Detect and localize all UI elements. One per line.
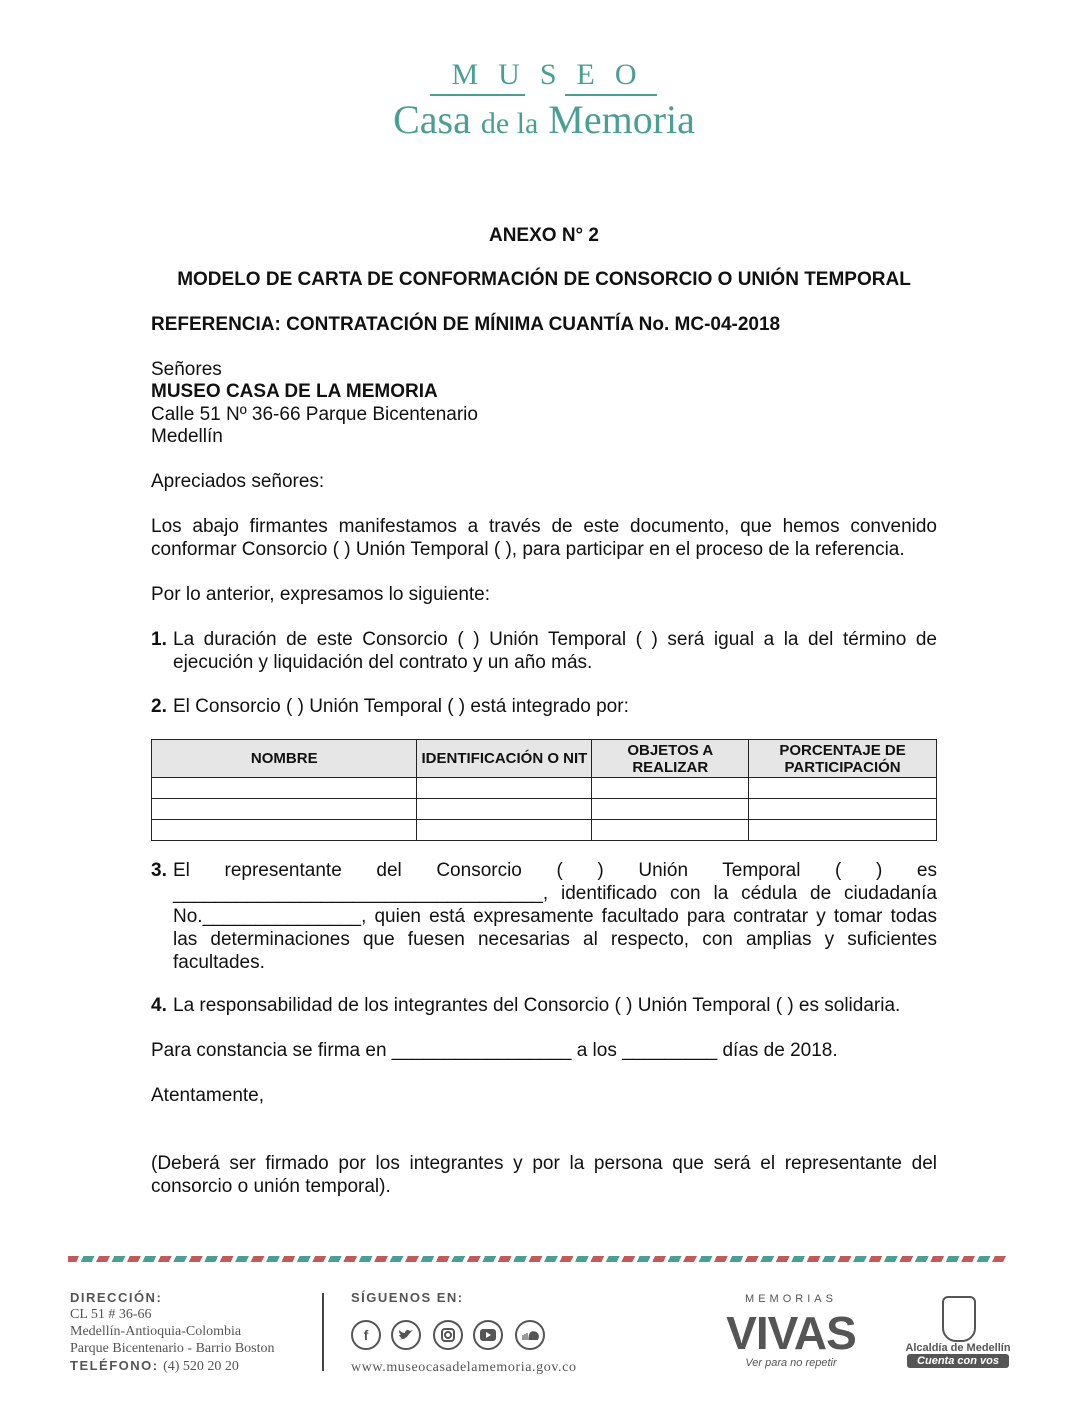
- footer-address-line-3: Parque Bicentenario - Barrio Boston: [70, 1341, 275, 1356]
- footer-phone-label: TELÉFONO:: [70, 1358, 159, 1373]
- logo-main-text: [0, 96, 1088, 143]
- table-cell: [152, 820, 417, 841]
- table-cell: [749, 799, 937, 820]
- lead-paragraph: Por lo anterior, expresamos lo siguiente:: [151, 584, 491, 605]
- table-cell: [749, 820, 937, 841]
- column-header-nombre: NOMBRE: [152, 740, 417, 778]
- item-2-number: 2.: [151, 696, 167, 717]
- farewell: Atentamente,: [151, 1085, 265, 1106]
- soundcloud-icon[interactable]: [515, 1320, 545, 1350]
- logo-word-casa: Casa: [393, 97, 471, 142]
- table-cell: [417, 799, 592, 820]
- table-row: [152, 778, 937, 799]
- logo-word-dela: de la: [480, 107, 539, 140]
- item-3-text: El representante del Consorcio ( ) Unión Temporal ( ) es ___________________________________, identificado con la cédula de ciudadanía No._______________, quien está expresamente facultado para contratar y tomar todas las determinaciones que fuesen necesarias al respecto, con amplias y suficientes facultades.: [173, 860, 937, 973]
- column-header-objetos: OBJETOS A REALIZAR: [592, 740, 749, 778]
- footer-address-line-2: Medellín-Antioquia-Colombia: [70, 1324, 242, 1339]
- table-row: [152, 820, 937, 841]
- item-2-text: El Consorcio ( ) Unión Temporal ( ) está integrado por:: [173, 696, 629, 717]
- table-header-row: [152, 740, 937, 778]
- item-3-number: 3.: [151, 860, 167, 881]
- item-1-number: 1.: [151, 629, 167, 650]
- column-header-identificacion: IDENTIFICACIÓN O NIT: [417, 740, 592, 778]
- memorias-vivas-top: MEMORIAS: [745, 1293, 837, 1305]
- table-cell: [417, 820, 592, 841]
- footer-stripe-divider: [68, 1256, 1008, 1262]
- column-header-porcentaje: PORCENTAJE DE PARTICIPACIÓN: [749, 740, 937, 778]
- annex-title: ANEXO N° 2: [488, 225, 599, 246]
- twitter-icon[interactable]: [391, 1320, 421, 1350]
- alcaldia-name: Alcaldía de Medellín: [905, 1342, 1011, 1354]
- consortium-members-table: [151, 739, 937, 841]
- alcaldia-tagline: Cuenta con vos: [907, 1354, 1009, 1368]
- item-4-number: 4.: [151, 995, 167, 1016]
- footer-address-line-1: CL 51 # 36-66: [70, 1307, 152, 1322]
- footer-phone: [70, 1357, 239, 1375]
- alcaldia-shield-icon: [942, 1296, 976, 1342]
- reference-line: REFERENCIA: CONTRATACIÓN DE MÍNIMA CUANTÍA No. MC-04-2018: [151, 314, 781, 335]
- item-4-text: La responsabilidad de los integrantes del Consorcio ( ) Unión Temporal ( ) es solidaria.: [173, 995, 901, 1016]
- table-cell: [152, 778, 417, 799]
- youtube-icon[interactable]: [473, 1320, 503, 1350]
- addressee-city: Medellín: [151, 426, 223, 447]
- table-cell: [592, 799, 749, 820]
- signature-place-line: Para constancia se firma en _________________ a los _________ días de 2018.: [151, 1040, 838, 1061]
- footer-vertical-divider: [322, 1293, 324, 1371]
- table-row: [152, 799, 937, 820]
- instagram-icon[interactable]: [433, 1320, 463, 1350]
- salutation: Señores: [151, 359, 222, 380]
- addressee-name: MUSEO CASA DE LA MEMORIA: [151, 381, 438, 402]
- table-cell: [417, 778, 592, 799]
- footer-follow-label: SÍGUENOS EN:: [351, 1290, 464, 1305]
- logo-word-memoria: Memoria: [548, 97, 695, 142]
- table-cell: [592, 820, 749, 841]
- footer-website-link[interactable]: www.museocasadelamemoria.gov.co: [351, 1360, 577, 1375]
- memorias-vivas-logo: VIVAS: [726, 1307, 856, 1359]
- document-title: MODELO DE CARTA DE CONFORMACIÓN DE CONSORCIO O UNIÓN TEMPORAL: [177, 269, 911, 290]
- addressee-address: Calle 51 Nº 36-66 Parque Bicentenario: [151, 404, 478, 425]
- table-cell: [592, 778, 749, 799]
- facebook-icon[interactable]: f: [351, 1320, 381, 1350]
- table-cell: [749, 778, 937, 799]
- logo-museo-text: MUSEO: [451, 58, 657, 91]
- greeting: Apreciados señores:: [151, 471, 325, 492]
- memorias-vivas-tagline: Ver para no repetir: [745, 1357, 837, 1369]
- footer-phone-number: (4) 520 20 20: [163, 1359, 239, 1374]
- table-cell: [152, 799, 417, 820]
- signature-note: (Deberá ser firmado por los integrantes y por la persona que será el representante del consorcio o unión temporal).: [151, 1153, 937, 1197]
- footer-address-label: DIRECCIÓN:: [70, 1290, 163, 1305]
- item-1-text: La duración de este Consorcio ( ) Unión Temporal ( ) será igual a la del término de ejecución y liquidación del contrato y un año más.: [173, 629, 937, 673]
- intro-paragraph: Los abajo firmantes manifestamos a través de este documento, que hemos convenido conformar Consorcio ( ) Unión Temporal ( ), para participar en el proceso de la referencia.: [151, 516, 937, 560]
